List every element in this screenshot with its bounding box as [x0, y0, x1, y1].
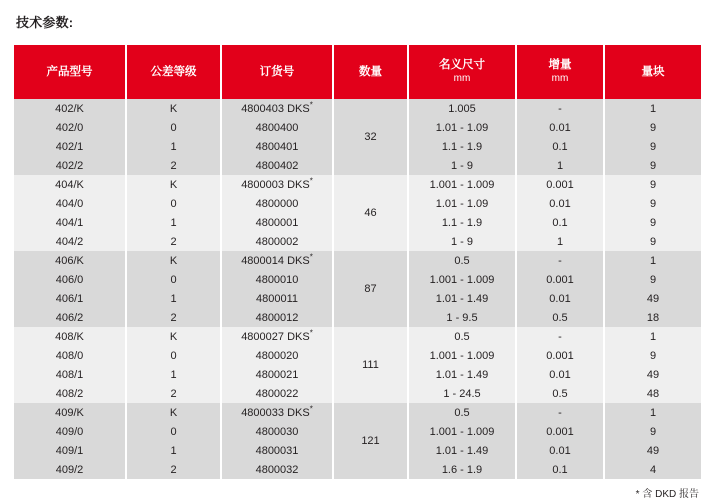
column-header-nominal-size-unit: mm — [453, 73, 471, 85]
cell-blocks: 9 — [604, 213, 701, 232]
cell-increment: - — [516, 403, 604, 422]
cell-grade: 1 — [126, 213, 221, 232]
cell-blocks: 9 — [604, 270, 701, 289]
cell-order-no: 4800000 — [221, 194, 333, 213]
cell-nominal-size: 1.01 - 1.49 — [408, 289, 516, 308]
footnote-marker: * — [309, 403, 313, 413]
cell-model: 402/1 — [14, 137, 126, 156]
column-header-quantity — [333, 45, 408, 99]
cell-model: 402/0 — [14, 118, 126, 137]
footnote-marker: * — [309, 99, 313, 109]
cell-increment: 0.1 — [516, 213, 604, 232]
cell-grade: 1 — [126, 137, 221, 156]
cell-model: 409/2 — [14, 460, 126, 479]
cell-grade: 2 — [126, 308, 221, 327]
cell-grade: K — [126, 403, 221, 422]
cell-model: 406/1 — [14, 289, 126, 308]
cell-model: 402/K — [14, 99, 126, 118]
cell-order-no: 4800010 — [221, 270, 333, 289]
cell-order-no: 4800033 DKS* — [221, 403, 333, 422]
cell-nominal-size: 1.001 - 1.009 — [408, 175, 516, 194]
column-header-order-no-label: 订货号 — [259, 65, 295, 78]
cell-model: 406/K — [14, 251, 126, 270]
cell-blocks: 9 — [604, 422, 701, 441]
cell-model: 406/0 — [14, 270, 126, 289]
cell-order-no: 4800001 — [221, 213, 333, 232]
column-header-increment-label: 增量 — [548, 59, 572, 72]
cell-nominal-size: 1 - 9 — [408, 232, 516, 251]
cell-blocks: 9 — [604, 137, 701, 156]
cell-increment: 0.001 — [516, 175, 604, 194]
cell-increment: 1 — [516, 156, 604, 175]
cell-model: 404/K — [14, 175, 126, 194]
cell-model: 408/K — [14, 327, 126, 346]
table-row — [14, 327, 701, 346]
specifications-table — [14, 45, 701, 479]
cell-nominal-size: 1.001 - 1.009 — [408, 270, 516, 289]
cell-grade: 2 — [126, 156, 221, 175]
cell-blocks: 9 — [604, 118, 701, 137]
cell-nominal-size: 1 - 9.5 — [408, 308, 516, 327]
cell-order-no: 4800027 DKS* — [221, 327, 333, 346]
column-header-model — [14, 45, 126, 99]
cell-quantity: 32 — [333, 99, 408, 175]
cell-quantity: 46 — [333, 175, 408, 251]
cell-nominal-size: 1.01 - 1.49 — [408, 441, 516, 460]
cell-blocks: 9 — [604, 175, 701, 194]
cell-nominal-size: 1.005 — [408, 99, 516, 118]
cell-increment: 0.5 — [516, 308, 604, 327]
cell-grade: 0 — [126, 118, 221, 137]
cell-order-no: 4800014 DKS* — [221, 251, 333, 270]
cell-grade: 0 — [126, 194, 221, 213]
cell-nominal-size: 1 - 24.5 — [408, 384, 516, 403]
column-header-model-label: 产品型号 — [46, 65, 93, 78]
cell-nominal-size: 1.01 - 1.09 — [408, 118, 516, 137]
cell-nominal-size: 1.01 - 1.09 — [408, 194, 516, 213]
cell-nominal-size: 0.5 — [408, 327, 516, 346]
cell-blocks: 48 — [604, 384, 701, 403]
cell-increment: 0.01 — [516, 194, 604, 213]
cell-increment: 0.1 — [516, 137, 604, 156]
table-body — [14, 99, 701, 479]
cell-nominal-size: 1.001 - 1.009 — [408, 346, 516, 365]
cell-blocks: 49 — [604, 441, 701, 460]
cell-order-no: 4800032 — [221, 460, 333, 479]
cell-blocks: 1 — [604, 327, 701, 346]
cell-grade: 2 — [126, 384, 221, 403]
column-header-order-no — [221, 45, 333, 99]
footnote-marker: * — [309, 175, 313, 185]
cell-blocks: 49 — [604, 289, 701, 308]
cell-nominal-size: 0.5 — [408, 251, 516, 270]
cell-order-no: 4800402 — [221, 156, 333, 175]
cell-increment: 0.1 — [516, 460, 604, 479]
cell-increment: - — [516, 327, 604, 346]
cell-blocks: 1 — [604, 403, 701, 422]
column-header-blocks — [604, 45, 701, 99]
cell-model: 404/1 — [14, 213, 126, 232]
cell-grade: 1 — [126, 289, 221, 308]
column-header-increment-unit: mm — [551, 73, 569, 85]
cell-order-no: 4800011 — [221, 289, 333, 308]
cell-model: 404/2 — [14, 232, 126, 251]
footnote-marker: * — [309, 327, 313, 337]
cell-order-no: 4800020 — [221, 346, 333, 365]
cell-blocks: 9 — [604, 156, 701, 175]
cell-increment: 0.01 — [516, 441, 604, 460]
cell-grade: 1 — [126, 365, 221, 384]
cell-nominal-size: 0.5 — [408, 403, 516, 422]
cell-quantity: 121 — [333, 403, 408, 479]
cell-increment: 0.5 — [516, 384, 604, 403]
cell-order-no: 4800022 — [221, 384, 333, 403]
cell-model: 409/0 — [14, 422, 126, 441]
cell-blocks: 1 — [604, 99, 701, 118]
footnote-marker: * — [309, 251, 313, 261]
cell-blocks: 18 — [604, 308, 701, 327]
cell-increment: 0.01 — [516, 365, 604, 384]
cell-model: 408/1 — [14, 365, 126, 384]
cell-blocks: 9 — [604, 232, 701, 251]
cell-nominal-size: 1.001 - 1.009 — [408, 422, 516, 441]
column-header-blocks-label: 量块 — [641, 65, 665, 78]
page-title: 技术参数: — [16, 15, 74, 30]
column-header-nominal-size-label: 名义尺寸 — [439, 59, 485, 72]
cell-model: 408/0 — [14, 346, 126, 365]
cell-grade: K — [126, 99, 221, 118]
cell-order-no: 4800403 DKS* — [221, 99, 333, 118]
cell-order-no: 4800400 — [221, 118, 333, 137]
cell-model: 409/1 — [14, 441, 126, 460]
cell-nominal-size: 1.1 - 1.9 — [408, 213, 516, 232]
cell-order-no: 4800012 — [221, 308, 333, 327]
cell-grade: 2 — [126, 232, 221, 251]
cell-grade: 0 — [126, 270, 221, 289]
cell-increment: 1 — [516, 232, 604, 251]
cell-nominal-size: 1.01 - 1.49 — [408, 365, 516, 384]
column-header-grade-label: 公差等级 — [150, 65, 197, 78]
cell-model: 402/2 — [14, 156, 126, 175]
cell-increment: - — [516, 99, 604, 118]
cell-grade: K — [126, 251, 221, 270]
footnote: * 含 DKD 报告 — [635, 489, 699, 500]
cell-nominal-size: 1.6 - 1.9 — [408, 460, 516, 479]
cell-grade: K — [126, 327, 221, 346]
cell-grade: 0 — [126, 346, 221, 365]
cell-blocks: 1 — [604, 251, 701, 270]
cell-increment: 0.001 — [516, 346, 604, 365]
column-header-increment — [516, 45, 604, 99]
cell-blocks: 49 — [604, 365, 701, 384]
table-row — [14, 175, 701, 194]
cell-grade: K — [126, 175, 221, 194]
cell-quantity: 111 — [333, 327, 408, 403]
cell-grade: 1 — [126, 441, 221, 460]
cell-increment: 0.01 — [516, 118, 604, 137]
cell-increment: 0.001 — [516, 422, 604, 441]
cell-model: 404/0 — [14, 194, 126, 213]
cell-order-no: 4800003 DKS* — [221, 175, 333, 194]
table-header — [14, 45, 701, 99]
table-row — [14, 251, 701, 270]
table-row — [14, 99, 701, 118]
cell-model: 408/2 — [14, 384, 126, 403]
header-row — [14, 45, 701, 99]
cell-order-no: 4800031 — [221, 441, 333, 460]
cell-increment: 0.001 — [516, 270, 604, 289]
cell-blocks: 9 — [604, 346, 701, 365]
cell-nominal-size: 1 - 9 — [408, 156, 516, 175]
cell-increment: - — [516, 251, 604, 270]
cell-order-no: 4800030 — [221, 422, 333, 441]
cell-grade: 2 — [126, 460, 221, 479]
cell-order-no: 4800401 — [221, 137, 333, 156]
cell-nominal-size: 1.1 - 1.9 — [408, 137, 516, 156]
cell-order-no: 4800002 — [221, 232, 333, 251]
cell-model: 406/2 — [14, 308, 126, 327]
cell-blocks: 9 — [604, 194, 701, 213]
table-row — [14, 403, 701, 422]
cell-grade: 0 — [126, 422, 221, 441]
cell-increment: 0.01 — [516, 289, 604, 308]
cell-blocks: 4 — [604, 460, 701, 479]
cell-model: 409/K — [14, 403, 126, 422]
column-header-nominal-size — [408, 45, 516, 99]
cell-quantity: 87 — [333, 251, 408, 327]
column-header-grade — [126, 45, 221, 99]
cell-order-no: 4800021 — [221, 365, 333, 384]
column-header-quantity-label: 数量 — [359, 65, 382, 78]
